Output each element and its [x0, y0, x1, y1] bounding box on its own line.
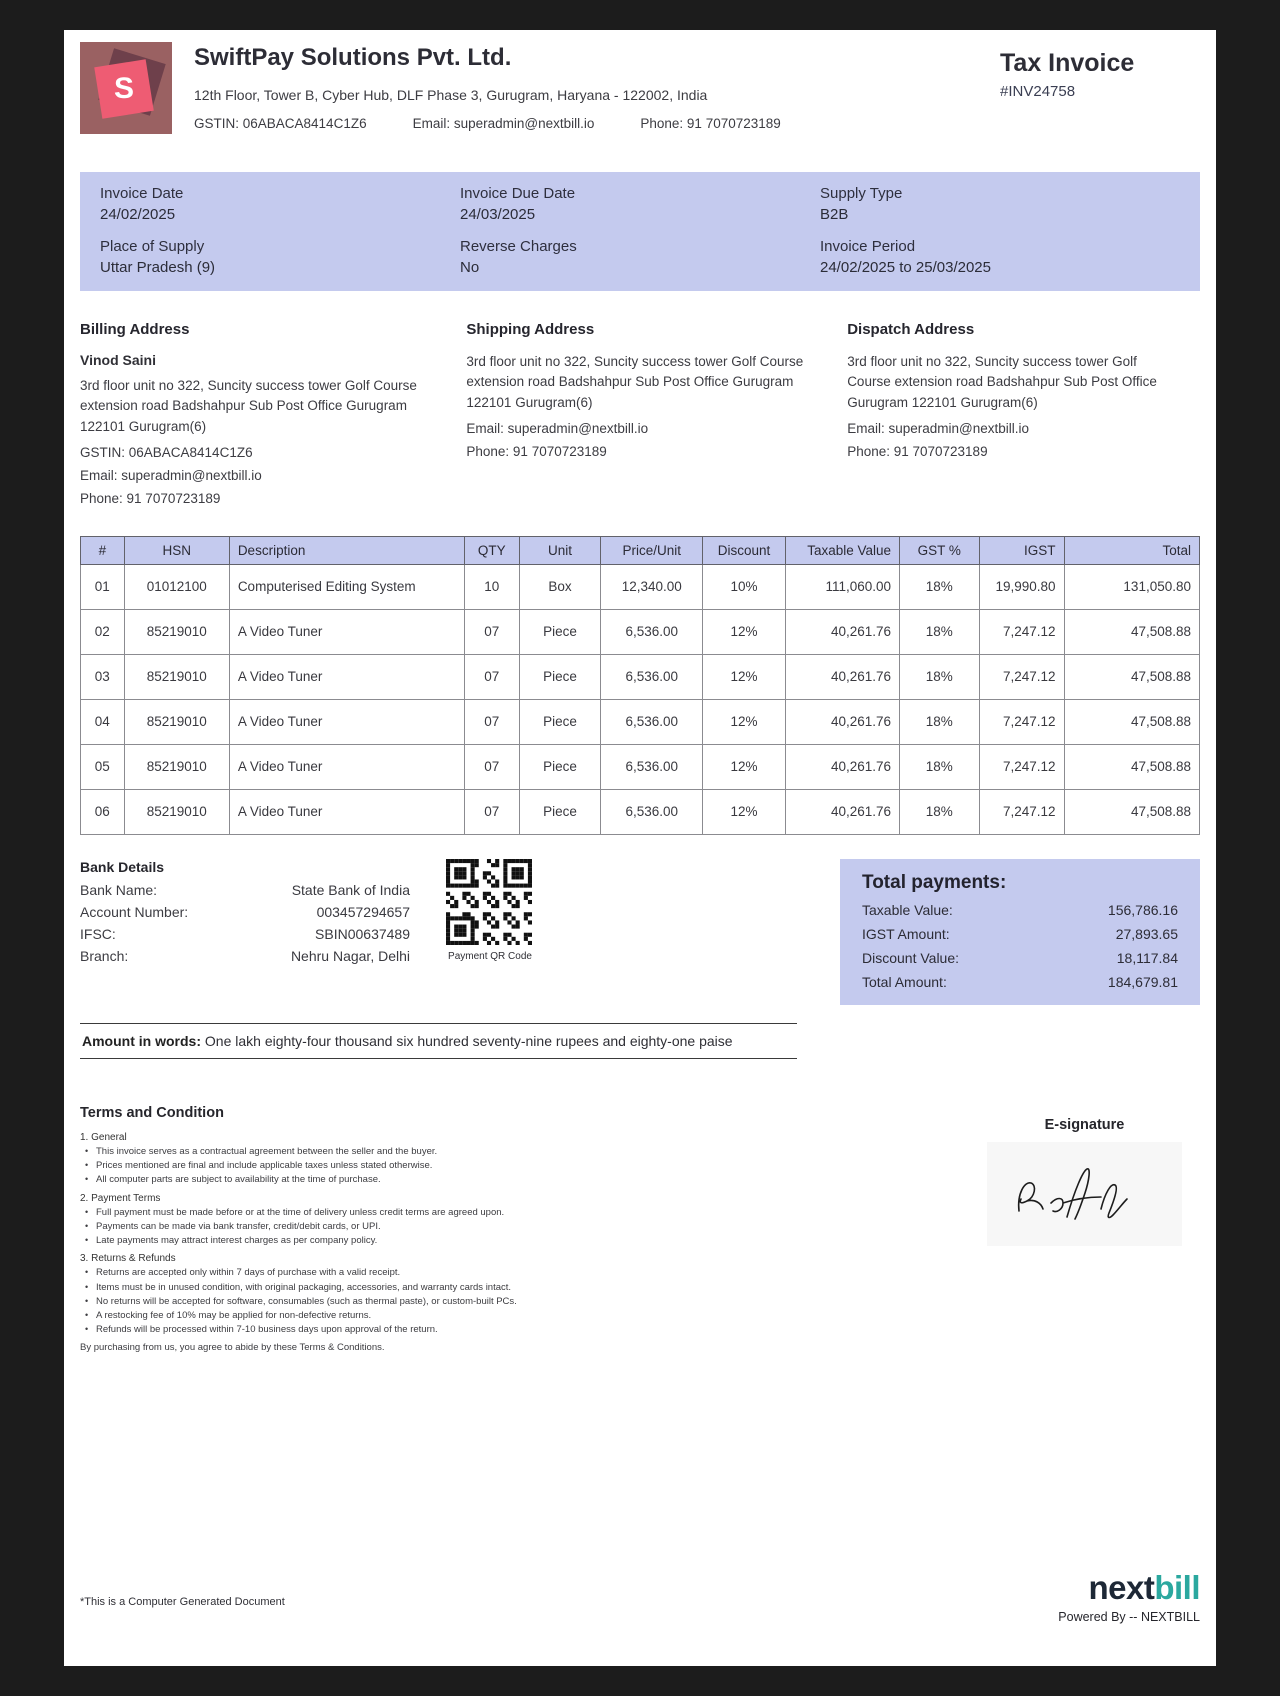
shipping-address-title: Shipping Address	[466, 321, 595, 338]
powered-by-text: Powered By -- NEXTBILL	[1058, 1610, 1200, 1624]
billing-name: Vinod Saini	[80, 352, 156, 368]
bank-detail-row	[80, 904, 410, 920]
cell-total: 47,508.88	[1064, 699, 1199, 744]
cell-price-unit: 6,536.00	[601, 654, 703, 699]
cell-discount: 10%	[703, 564, 786, 609]
cell-igst: 7,247.12	[979, 609, 1064, 654]
terms-section-heading: 3. Returns & Refunds	[80, 1253, 176, 1265]
billing-address-lines: 3rd floor unit no 322, Suncity success tower Golf Course extension road Badshahpur Sub Post Office Gurugram 122101 Gurugram(6)	[80, 378, 417, 434]
cell-index: 03	[81, 654, 125, 699]
terms-item: • This invoice serves as a contractual agreement between the seller and the buyer.	[80, 1145, 720, 1159]
cell-taxable-value: 40,261.76	[785, 789, 899, 834]
cell-total: 47,508.88	[1064, 744, 1199, 789]
meta-field-value: 24/03/2025	[460, 206, 536, 223]
cell-qty: 07	[464, 609, 519, 654]
qr-code-image	[446, 859, 532, 945]
table-row	[81, 564, 1200, 609]
shipping-address	[466, 321, 847, 506]
bank-detail-row	[80, 926, 410, 942]
amount-in-words-label: Amount in words:	[82, 1032, 201, 1049]
cell-taxable-value: 111,060.00	[785, 564, 899, 609]
col-header-gst: GST %	[900, 536, 979, 564]
cell-discount: 12%	[703, 789, 786, 834]
company-logo	[80, 42, 172, 134]
total-payments-title: Total payments:	[862, 871, 1007, 893]
meta-field	[460, 185, 820, 223]
cell-qty: 07	[464, 744, 519, 789]
company-phone: Phone: 91 7070723189	[640, 116, 781, 131]
totals-value: 18,117.84	[1116, 949, 1178, 966]
dispatch-address-title: Dispatch Address	[847, 321, 975, 338]
cell-igst: 7,247.12	[979, 789, 1064, 834]
cell-discount: 12%	[703, 654, 786, 699]
cell-price-unit: 6,536.00	[601, 699, 703, 744]
dispatch-email: Email: superadmin@nextbill.io	[847, 420, 1029, 436]
qr-caption: Payment QR Code	[448, 950, 532, 962]
amount-in-words-text: One lakh eighty-four thousand six hundred seventy-nine rupees and eighty-one paise	[204, 1032, 733, 1049]
meta-field-label: Place of Supply	[100, 238, 205, 255]
terms-item: • Refunds will be processed within 7-10 business days upon approval of the return.	[80, 1323, 720, 1337]
cell-gst: 18%	[900, 744, 979, 789]
terms-and-signature	[80, 1105, 1200, 1353]
col-header-unit: Unit	[519, 536, 601, 564]
shipping-address-lines: 3rd floor unit no 322, Suncity success tower Golf Course extension road Badshahpur Sub Post Office Gurugram 122101 Gurugram(6)	[466, 354, 804, 410]
terms-section-heading: 1. General	[80, 1131, 127, 1143]
signature-image	[1005, 1159, 1165, 1229]
dispatch-phone: Phone: 91 7070723189	[847, 443, 988, 459]
bank-details-title: Bank Details	[80, 858, 165, 875]
cell-price-unit: 6,536.00	[601, 609, 703, 654]
esignature-box	[987, 1142, 1182, 1246]
cell-igst: 19,990.80	[979, 564, 1064, 609]
bank-detail-value: State Bank of India	[291, 881, 410, 898]
billing-phone: Phone: 91 7070723189	[80, 490, 221, 506]
cell-hsn: 85219010	[124, 654, 229, 699]
meta-field	[820, 238, 1180, 276]
table-row	[81, 654, 1200, 699]
terms-item: • A restocking fee of 10% may be applied for non-defective returns.	[80, 1309, 720, 1323]
cell-description: Computerised Editing System	[229, 564, 464, 609]
meta-field-value: 24/02/2025	[100, 206, 176, 223]
company-address: 12th Floor, Tower B, Cyber Hub, DLF Phase 3, Gurugram, Haryana - 122002, India	[194, 87, 708, 103]
totals-value: 27,893.65	[1115, 925, 1178, 942]
cell-gst: 18%	[900, 699, 979, 744]
cell-qty: 07	[464, 699, 519, 744]
invoice-meta-bar	[80, 172, 1200, 291]
cell-price-unit: 12,340.00	[601, 564, 703, 609]
amount-in-words	[80, 1023, 797, 1059]
shipping-email: Email: superadmin@nextbill.io	[466, 420, 649, 436]
table-row	[81, 744, 1200, 789]
col-header-igst: IGST	[979, 536, 1064, 564]
col-header-description: Description	[229, 536, 464, 564]
cell-unit: Piece	[519, 609, 601, 654]
cell-unit: Piece	[519, 654, 601, 699]
cell-qty: 07	[464, 789, 519, 834]
bank-detail-row	[80, 882, 410, 898]
cell-taxable-value: 40,261.76	[785, 699, 899, 744]
col-header-index: #	[81, 536, 125, 564]
invoice-title-block	[1000, 42, 1200, 134]
bank-detail-value: SBIN00637489	[315, 925, 410, 942]
cell-hsn: 01012100	[124, 564, 229, 609]
terms-title: Terms and Condition	[80, 1104, 224, 1121]
line-items-table	[80, 536, 1200, 835]
cell-igst: 7,247.12	[979, 744, 1064, 789]
generated-document-note: *This is a Computer Generated Document	[80, 1596, 285, 1608]
cell-unit: Piece	[519, 789, 601, 834]
billing-gstin: GSTIN: 06ABACA8414C1Z6	[80, 444, 253, 460]
meta-field-value: B2B	[820, 206, 849, 223]
col-header-total: Total	[1064, 536, 1199, 564]
cell-gst: 18%	[900, 789, 979, 834]
cell-taxable-value: 40,261.76	[785, 654, 899, 699]
meta-field-value: 24/02/2025 to 25/03/2025	[820, 259, 991, 276]
meta-field-label: Invoice Due Date	[460, 185, 576, 202]
billing-email: Email: superadmin@nextbill.io	[80, 467, 262, 483]
payment-qr	[446, 859, 534, 962]
bank-detail-row	[80, 948, 410, 964]
esignature-label: E-signature	[1044, 1116, 1125, 1133]
totals-row	[862, 950, 1178, 966]
invoice-page	[64, 30, 1216, 1666]
cell-taxable-value: 40,261.76	[785, 609, 899, 654]
billing-address	[80, 321, 466, 506]
terms-item: • Late payments may attract interest charges as per company policy.	[80, 1234, 720, 1248]
meta-field	[460, 238, 820, 276]
cell-discount: 12%	[703, 744, 786, 789]
billing-address-title: Billing Address	[80, 321, 190, 338]
addresses-section	[80, 321, 1200, 506]
cell-total: 47,508.88	[1064, 654, 1199, 699]
cell-gst: 18%	[900, 609, 979, 654]
cell-description: A Video Tuner	[229, 654, 464, 699]
cell-description: A Video Tuner	[229, 699, 464, 744]
table-row	[81, 699, 1200, 744]
cell-total: 47,508.88	[1064, 609, 1199, 654]
bank-detail-value: Nehru Nagar, Delhi	[290, 947, 410, 964]
col-header-taxable-value: Taxable Value	[785, 536, 899, 564]
cell-index: 05	[81, 744, 125, 789]
terms-item: • Items must be in unused condition, with original packaging, accessories, and warranty cards intact.	[80, 1281, 720, 1295]
cell-igst: 7,247.12	[979, 699, 1064, 744]
document-title: Tax Invoice	[1000, 49, 1135, 77]
spacer	[80, 1353, 1200, 1570]
cell-igst: 7,247.12	[979, 654, 1064, 699]
terms-section-heading: 2. Payment Terms	[80, 1192, 161, 1204]
meta-field	[820, 185, 1180, 223]
col-header-qty: QTY	[464, 536, 519, 564]
bank-detail-label: Bank Name:	[80, 881, 158, 898]
totals-label: Discount Value:	[862, 949, 960, 966]
meta-field-value: Uttar Pradesh (9)	[100, 259, 216, 276]
totals-row	[862, 902, 1178, 918]
logo-letter: S	[113, 72, 135, 106]
dispatch-address	[847, 321, 1200, 506]
col-header-price-unit: Price/Unit	[601, 536, 703, 564]
company-info	[194, 42, 781, 134]
totals-value: 184,679.81	[1107, 973, 1178, 990]
cell-description: A Video Tuner	[229, 609, 464, 654]
cell-index: 04	[81, 699, 125, 744]
cell-unit: Box	[519, 564, 601, 609]
terms-item: • Payments can be made via bank transfer, credit/debit cards, or UPI.	[80, 1220, 720, 1234]
table-header-row	[81, 536, 1200, 564]
terms-item: • Returns are accepted only within 7 days of purchase with a valid receipt.	[80, 1266, 720, 1280]
cell-discount: 12%	[703, 699, 786, 744]
bank-detail-label: Account Number:	[80, 903, 189, 920]
terms-item: • Full payment must be made before or at the time of delivery unless credit terms are agreed upon.	[80, 1206, 720, 1220]
cell-gst: 18%	[900, 564, 979, 609]
meta-field-label: Invoice Period	[820, 238, 916, 255]
bank-detail-label: Branch:	[80, 947, 129, 964]
table-row	[81, 789, 1200, 834]
meta-field	[100, 185, 460, 223]
brand-next: next	[1088, 1569, 1155, 1606]
col-header-discount: Discount	[703, 536, 786, 564]
cell-index: 02	[81, 609, 125, 654]
cell-unit: Piece	[519, 699, 601, 744]
invoice-number: #INV24758	[1000, 83, 1076, 100]
cell-taxable-value: 40,261.76	[785, 744, 899, 789]
cell-index: 06	[81, 789, 125, 834]
table-row	[81, 609, 1200, 654]
company-gstin: GSTIN: 06ABACA8414C1Z6	[194, 116, 367, 131]
totals-label: Taxable Value:	[862, 901, 953, 918]
nextbill-logo	[1058, 1569, 1200, 1607]
col-header-hsn: HSN	[124, 536, 229, 564]
logo-front-square	[94, 59, 153, 118]
bank-detail-value: 003457294657	[316, 903, 410, 920]
meta-field-label: Supply Type	[820, 185, 903, 202]
meta-field-value: No	[460, 259, 480, 276]
totals-label: IGST Amount:	[862, 925, 950, 942]
totals-value: 156,786.16	[1107, 901, 1178, 918]
brand-block	[1058, 1569, 1200, 1624]
cell-discount: 12%	[703, 609, 786, 654]
cell-qty: 07	[464, 654, 519, 699]
invoice-header	[80, 42, 1200, 134]
totals-label: Total Amount:	[862, 973, 947, 990]
cell-price-unit: 6,536.00	[601, 744, 703, 789]
cell-description: A Video Tuner	[229, 744, 464, 789]
esignature-block	[987, 1117, 1182, 1246]
cell-total: 131,050.80	[1064, 564, 1199, 609]
company-name: SwiftPay Solutions Pvt. Ltd.	[194, 44, 512, 71]
cell-description: A Video Tuner	[229, 789, 464, 834]
bank-detail-label: IFSC:	[80, 925, 116, 942]
meta-field	[100, 238, 460, 276]
terms-item: • No returns will be accepted for software, consumables (such as thermal paste), or custom-built PCs.	[80, 1295, 720, 1309]
cell-total: 47,508.88	[1064, 789, 1199, 834]
shipping-phone: Phone: 91 7070723189	[466, 443, 607, 459]
terms-item: • All computer parts are subject to availability at the time of purchase.	[80, 1173, 720, 1187]
terms-closing: By purchasing from us, you agree to abide by these Terms & Conditions.	[80, 1341, 385, 1353]
cell-hsn: 85219010	[124, 699, 229, 744]
meta-field-label: Invoice Date	[100, 185, 184, 202]
cell-index: 01	[81, 564, 125, 609]
cell-unit: Piece	[519, 744, 601, 789]
totals-row	[862, 974, 1178, 990]
terms-item: • Prices mentioned are final and include applicable taxes unless stated otherwise.	[80, 1159, 720, 1173]
totals-row	[862, 926, 1178, 942]
cell-qty: 10	[464, 564, 519, 609]
company-meta	[194, 116, 781, 131]
bank-details	[80, 859, 410, 964]
terms-and-conditions	[80, 1105, 720, 1353]
company-email: Email: superadmin@nextbill.io	[412, 116, 595, 131]
dispatch-address-lines: 3rd floor unit no 322, Suncity success tower Golf Course extension road Badshahpur Sub Post Office Gurugram 122101 Gurugram(6)	[847, 354, 1157, 410]
payments-section	[80, 859, 1200, 1005]
cell-hsn: 85219010	[124, 609, 229, 654]
page-footer	[80, 1569, 1200, 1666]
cell-gst: 18%	[900, 654, 979, 699]
meta-field-label: Reverse Charges	[460, 238, 577, 255]
cell-hsn: 85219010	[124, 744, 229, 789]
brand-bill: bill	[1154, 1569, 1200, 1606]
total-payments-box	[840, 859, 1200, 1005]
cell-hsn: 85219010	[124, 789, 229, 834]
cell-price-unit: 6,536.00	[601, 789, 703, 834]
